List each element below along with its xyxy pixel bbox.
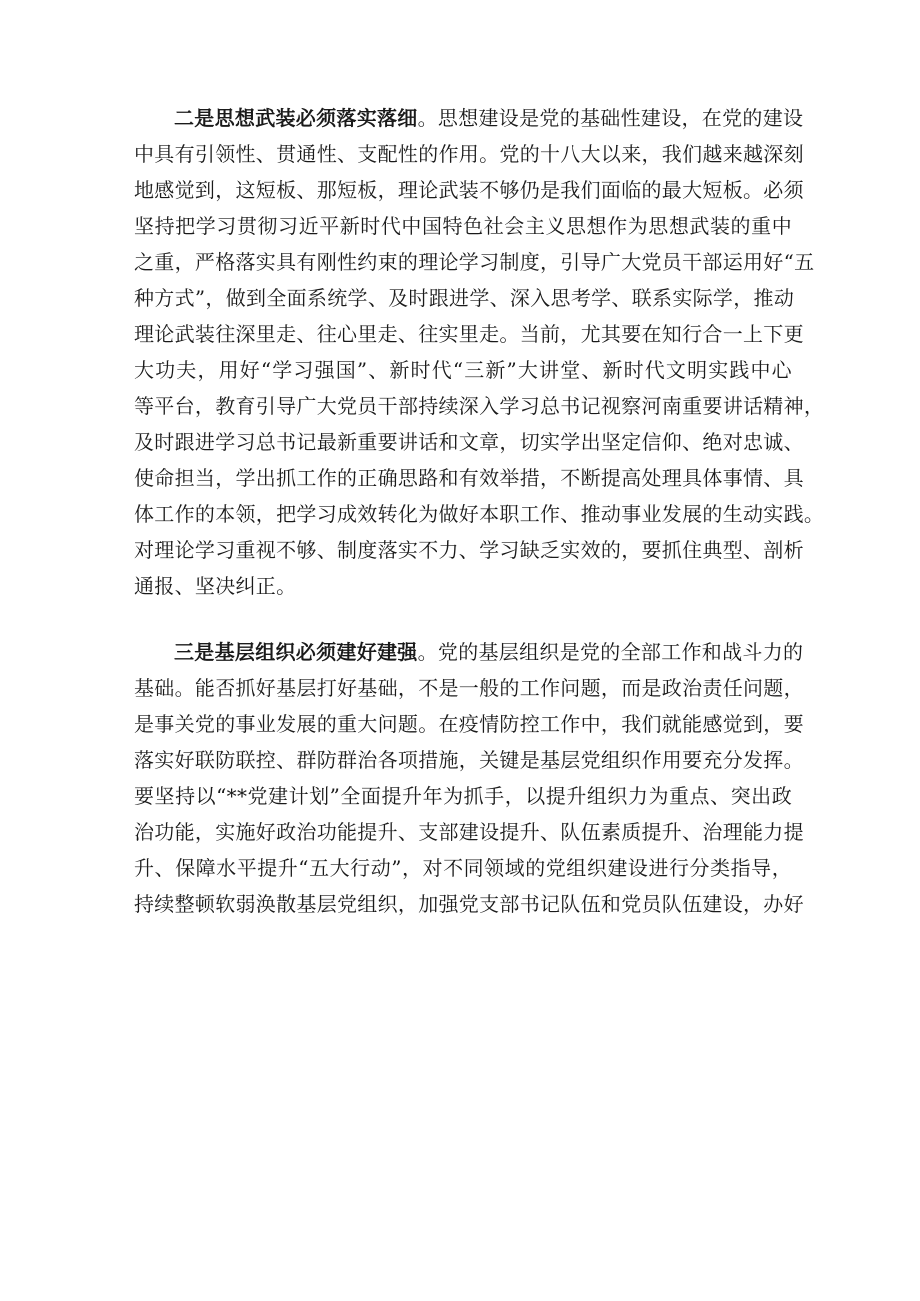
paragraph-line: 体工作的本领，把学习成效转化为做好本职工作、推动事业发展的生动实践。 xyxy=(134,502,825,526)
document-page xyxy=(134,100,825,922)
paragraph-line: 大功夫，用好“学习强国”、新时代“三新”大讲堂、新时代文明实践中心 xyxy=(134,358,792,382)
paragraph-line: 及时跟进学习总书记最新重要讲话和文章，切实学出坚定信仰、绝对忠诚、 xyxy=(134,430,804,454)
paragraph-line: 之重，严格落实具有刚性约束的理论学习制度，引导广大党员干部运用好“五 xyxy=(134,250,815,274)
paragraph-line: 理论武装往深里走、往心里走、往实里走。当前，尤其要在知行合一上下更 xyxy=(134,322,804,346)
paragraph-line: 等平台，教育引导广大党员干部持续深入学习总书记视察河南重要讲话精神， xyxy=(134,394,825,418)
paragraph-line: 基础。能否抓好基层打好基础，不是一般的工作问题，而是政治责任问题， xyxy=(134,676,804,700)
paragraph-line: 是事关党的事业发展的重大问题。在疫情防控工作中，我们就能感觉到，要 xyxy=(134,712,804,736)
paragraph-line: 要坚持以“**党建计划”全面提升年为抓手，以提升组织力为重点、突出政 xyxy=(134,784,792,808)
line-text: 。思想建设是党的基础性建设，在党的建设 xyxy=(417,106,804,130)
paragraph-line xyxy=(134,100,804,136)
paragraph-line: 种方式”，做到全面系统学、及时跟进学、深入思考学、联系实际学，推动 xyxy=(134,286,795,310)
paragraph-line: 落实好联防联控、群防群治各项措施，关键是基层党组织作用要充分发挥。 xyxy=(134,748,804,772)
paragraph-line: 地感觉到，这短板、那短板，理论武装不够仍是我们面临的最大短板。必须 xyxy=(134,178,804,202)
paragraph-line: 坚持把学习贯彻习近平新时代中国特色社会主义思想作为思想武装的重中 xyxy=(134,214,792,238)
paragraph-line: 中具有引领性、贯通性、支配性的作用。党的十八大以来，我们越来越深刻 xyxy=(134,142,804,166)
line-text: 。党的基层组织是党的全部工作和战斗力的 xyxy=(417,640,804,664)
paragraph-lead-heading: 二是思想武装必须落实落细 xyxy=(174,106,418,130)
paragraph-lead-heading: 三是基层组织必须建好建强 xyxy=(174,640,418,664)
paragraph-line: 通报、坚决纠正。 xyxy=(134,574,297,598)
paragraph-line: 持续整顿软弱涣散基层党组织，加强党支部书记队伍和党员队伍建设，办好 xyxy=(134,892,804,916)
paragraph-grassroots-organization xyxy=(134,634,804,922)
paragraph-line: 对理论学习重视不够、制度落实不力、学习缺乏实效的，要抓住典型、剖析 xyxy=(134,538,804,562)
paragraph-line: 治功能，实施好政治功能提升、支部建设提升、队伍素质提升、治理能力提 xyxy=(134,820,804,844)
paragraph-ideological-arming xyxy=(134,100,825,604)
paragraph-line: 升、保障水平提升“五大行动”，对不同领域的党组织建设进行分类指导， xyxy=(134,856,792,880)
paragraph-line: 使命担当，学出抓工作的正确思路和有效举措，不断提高处理具体事情、具 xyxy=(134,466,804,490)
paragraph-line xyxy=(134,634,804,670)
